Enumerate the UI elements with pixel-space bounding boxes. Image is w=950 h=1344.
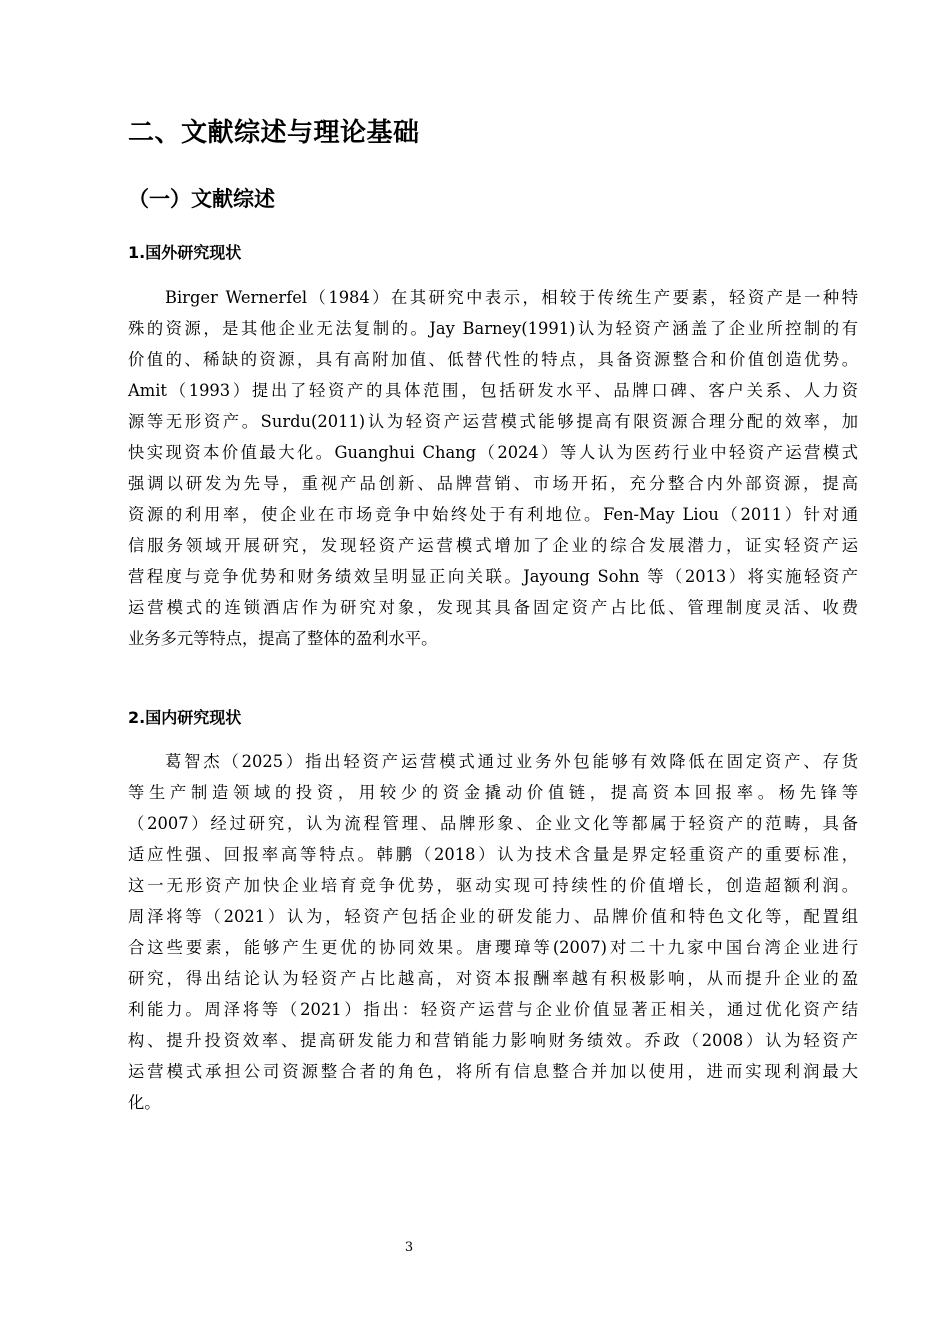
paragraph-line: 殊的资源，是其他企业无法复制的。Jay Barney(1991)认为轻资产涵盖了企业所控制的有 xyxy=(128,319,858,338)
paragraph-line: 研究，得出结论认为轻资产占比越高，对资本报酬率越有积极影响，从而提升企业的盈 xyxy=(128,969,858,988)
subsection-heading-domestic: 2.国内研究现状 xyxy=(128,708,242,727)
paragraph-line: 源等无形资产。Surdu(2011)认为轻资产运营模式能够提高有限资源合理分配的效率，加 xyxy=(128,412,858,431)
paragraph-foreign-research xyxy=(128,282,858,654)
paragraph-line: 价值的、稀缺的资源，具有高附加值、低替代性的特点，具备资源整合和价值创造优势。 xyxy=(128,350,858,369)
subsection-heading-foreign: 1.国外研究现状 xyxy=(128,243,242,262)
paragraph-line: 运营模式的连锁酒店作为研究对象，发现其具备固定资产占比低、管理制度灵活、收费 xyxy=(128,598,858,617)
paragraph-line: 葛智杰（2025）指出轻资产运营模式通过业务外包能够有效降低在固定资产、存货 xyxy=(165,752,858,771)
paragraph-line: 业务多元等特点，提高了整体的盈利水平。 xyxy=(128,629,438,648)
paragraph-line: Amit（1993）提出了轻资产的具体范围，包括研发水平、品牌口碑、客户关系、人力资 xyxy=(128,381,858,400)
chapter-title: 二、文献综述与理论基础 xyxy=(128,118,420,148)
paragraph-line: Birger Wernerfel（1984）在其研究中表示，相较于传统生产要素，轻资产是一种特 xyxy=(165,288,858,307)
paragraph-line: 等生产制造领域的投资，用较少的资金撬动价值链，提高资本回报率。杨先锋等 xyxy=(128,783,858,802)
paragraph-line: 营程度与竞争优势和财务绩效呈明显正向关联。Jayoung Sohn 等（2013）将实施轻资产 xyxy=(128,567,858,586)
section-title: （一）文献综述 xyxy=(128,187,275,211)
paragraph-line: 强调以研发为先导，重视产品创新、品牌营销、市场开拓，充分整合内外部资源，提高 xyxy=(128,474,858,493)
paragraph-line: 利能力。周泽将等（2021）指出：轻资产运营与企业价值显著正相关，通过优化资产结 xyxy=(128,1000,858,1019)
paragraph-line: 适应性强、回报率高等特点。韩鹏（2018）认为技术含量是界定轻重资产的重要标准， xyxy=(128,845,858,864)
paragraph-line: 周泽将等（2021）认为，轻资产包括企业的研发能力、品牌价值和特色文化等，配置组 xyxy=(128,907,858,926)
page-number: 3 xyxy=(404,1240,414,1255)
paragraph-line: 构、提升投资效率、提高研发能力和营销能力影响财务绩效。乔政（2008）认为轻资产 xyxy=(128,1031,858,1050)
paragraph-line: 化。 xyxy=(128,1093,161,1112)
paragraph-line: （2007）经过研究，认为流程管理、品牌形象、企业文化等都属于轻资产的范畴，具备 xyxy=(128,814,858,833)
paragraph-line: 资源的利用率，使企业在市场竞争中始终处于有利地位。Fen-May Liou（2011）针对通 xyxy=(128,505,858,524)
paragraph-line: 运营模式承担公司资源整合者的角色，将所有信息整合并加以使用，进而实现利润最大 xyxy=(128,1062,858,1081)
paragraph-line: 信服务领域开展研究，发现轻资产运营模式增加了企业的综合发展潜力，证实轻资产运 xyxy=(128,536,858,555)
paragraph-line: 这一无形资产加快企业培育竞争优势，驱动实现可持续性的价值增长，创造超额利润。 xyxy=(128,876,858,895)
paragraph-line: 快实现资本价值最大化。Guanghui Chang（2024）等人认为医药行业中轻资产运营模式 xyxy=(128,443,858,462)
paragraph-line: 合这些要素，能够产生更优的协同效果。唐瓔璋等(2007)对二十九家中国台湾企业进行 xyxy=(128,938,858,957)
paragraph-domestic-research xyxy=(128,746,858,1118)
